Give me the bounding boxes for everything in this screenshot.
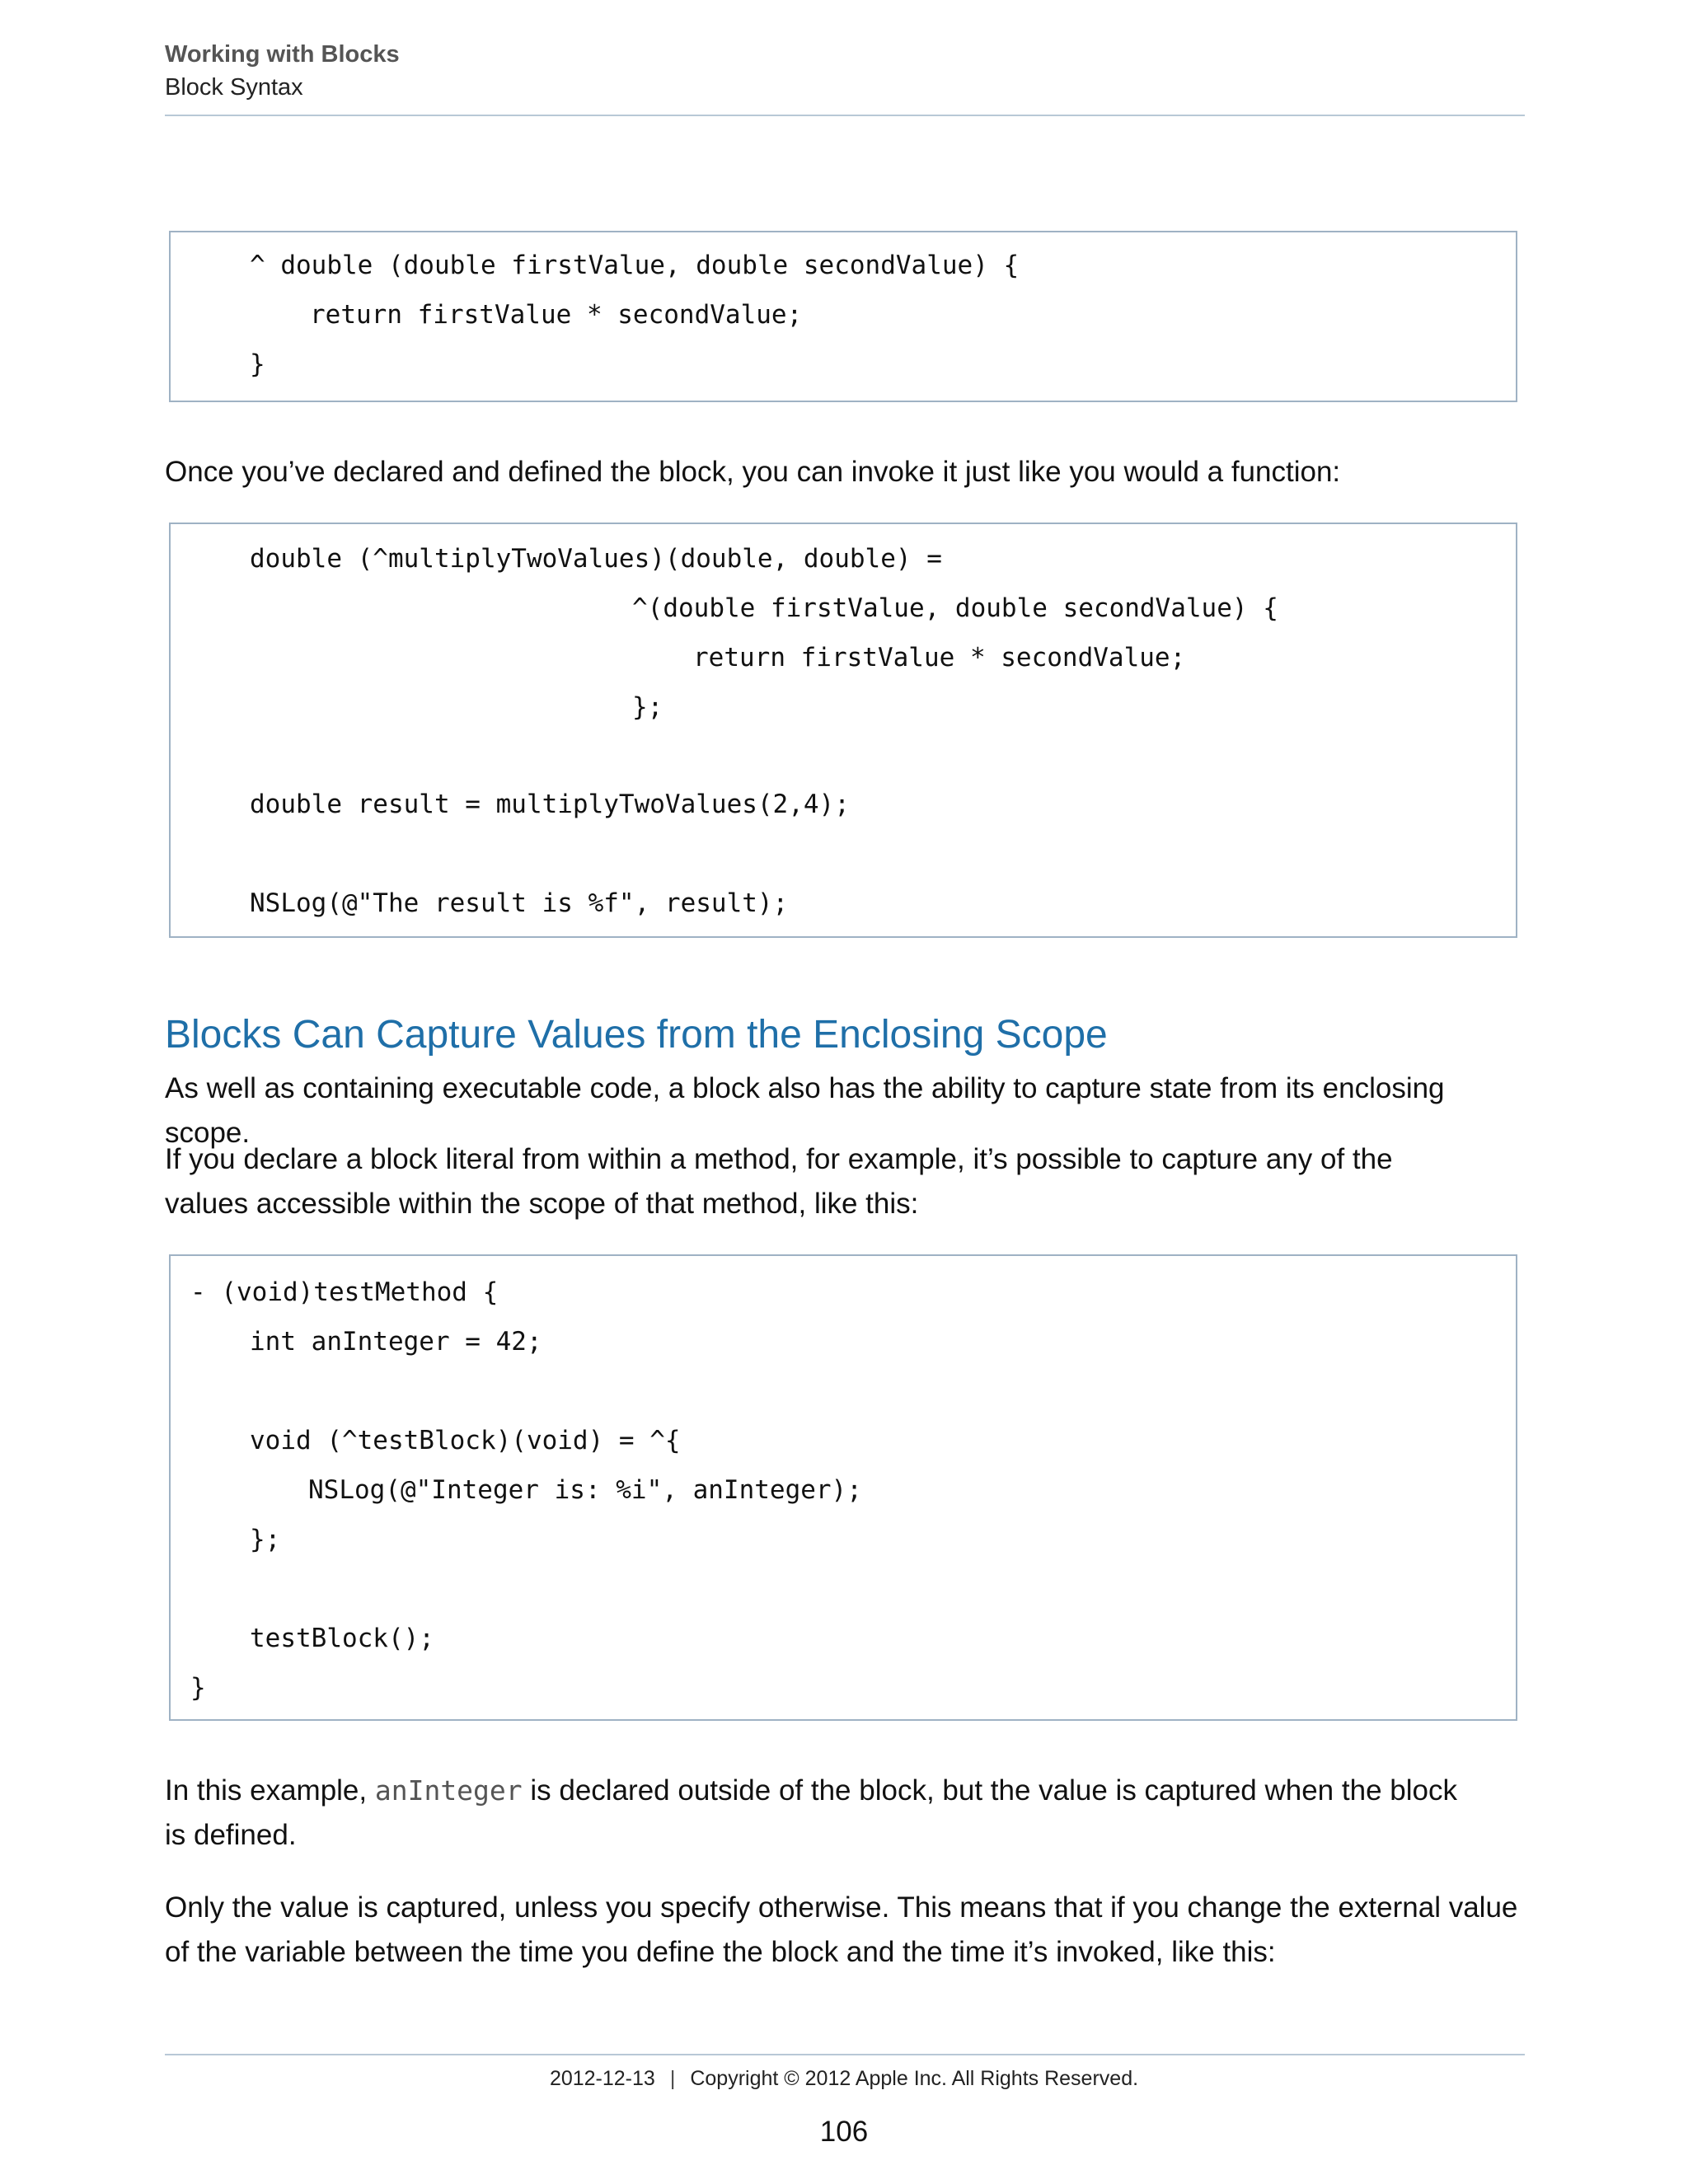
body-paragraph: As well as containing executable code, a block also has the ability to capture state from its enclosing scope. (165, 1072, 1445, 1149)
code-line: NSLog(@"The result is %f", result); (250, 888, 789, 918)
header-divider (165, 115, 1525, 116)
footer-divider (165, 2054, 1525, 2055)
footer-date: 2012-12-13 (549, 2067, 655, 2090)
code-line: return firstValue * secondValue; (693, 643, 1186, 673)
code-line: void (^testBlock)(void) = ^{ (250, 1426, 681, 1455)
running-header (165, 38, 1525, 104)
code-block-2 (169, 523, 1517, 938)
paragraph-text: is declared outside of the block, but the value is captured when the block is defined. (165, 1774, 1457, 1851)
code-line: }; (250, 1525, 281, 1554)
code-block-1 (169, 231, 1517, 402)
code-line: ^(double firstValue, double secondValue) { (632, 593, 1278, 623)
body-paragraph: Only the value is captured, unless you specify otherwise. This means that if you change the external value of the variable between the time you define the block and the time it’s invoked, like this: (165, 1891, 1518, 1968)
code-line: return firstValue * secondValue; (310, 300, 803, 330)
code-line: testBlock(); (250, 1624, 434, 1653)
page-number: 106 (819, 2116, 869, 2148)
footer-separator: | (669, 2067, 676, 2090)
section-title: Block Syntax (165, 74, 303, 101)
code-line: double result = multiplyTwoValues(2,4); (250, 790, 850, 819)
code-line: int anInteger = 42; (250, 1327, 542, 1357)
code-line: double (^multiplyTwoValues)(double, double) = (250, 544, 942, 574)
code-line: } (190, 1673, 206, 1703)
code-line: - (void)testMethod { (190, 1277, 499, 1307)
section-heading: Blocks Can Capture Values from the Enclosing Scope (165, 1013, 1108, 1057)
body-paragraph: If you declare a block literal from within a method, for example, it’s possible to capture any of the values accessible within the scope of that method, like this: (165, 1143, 1393, 1220)
inline-code: anInteger (374, 1774, 523, 1807)
code-line: } (250, 349, 265, 379)
code-line: ^ double (double firstValue, double secondValue) { (250, 251, 1020, 280)
code-line: }; (632, 692, 663, 722)
body-paragraph: Once you’ve declared and defined the block, you can invoke it just like you would a function: (165, 456, 1341, 488)
footer (0, 2064, 1688, 2093)
paragraph-text: In this example, (165, 1774, 375, 1807)
code-block-3 (169, 1254, 1517, 1721)
body-paragraph (165, 1769, 1484, 1858)
chapter-title: Working with Blocks (165, 41, 400, 68)
footer-copyright: Copyright © 2012 Apple Inc. All Rights Reserved. (690, 2067, 1139, 2090)
code-line: NSLog(@"Integer is: %i", anInteger); (308, 1475, 862, 1505)
